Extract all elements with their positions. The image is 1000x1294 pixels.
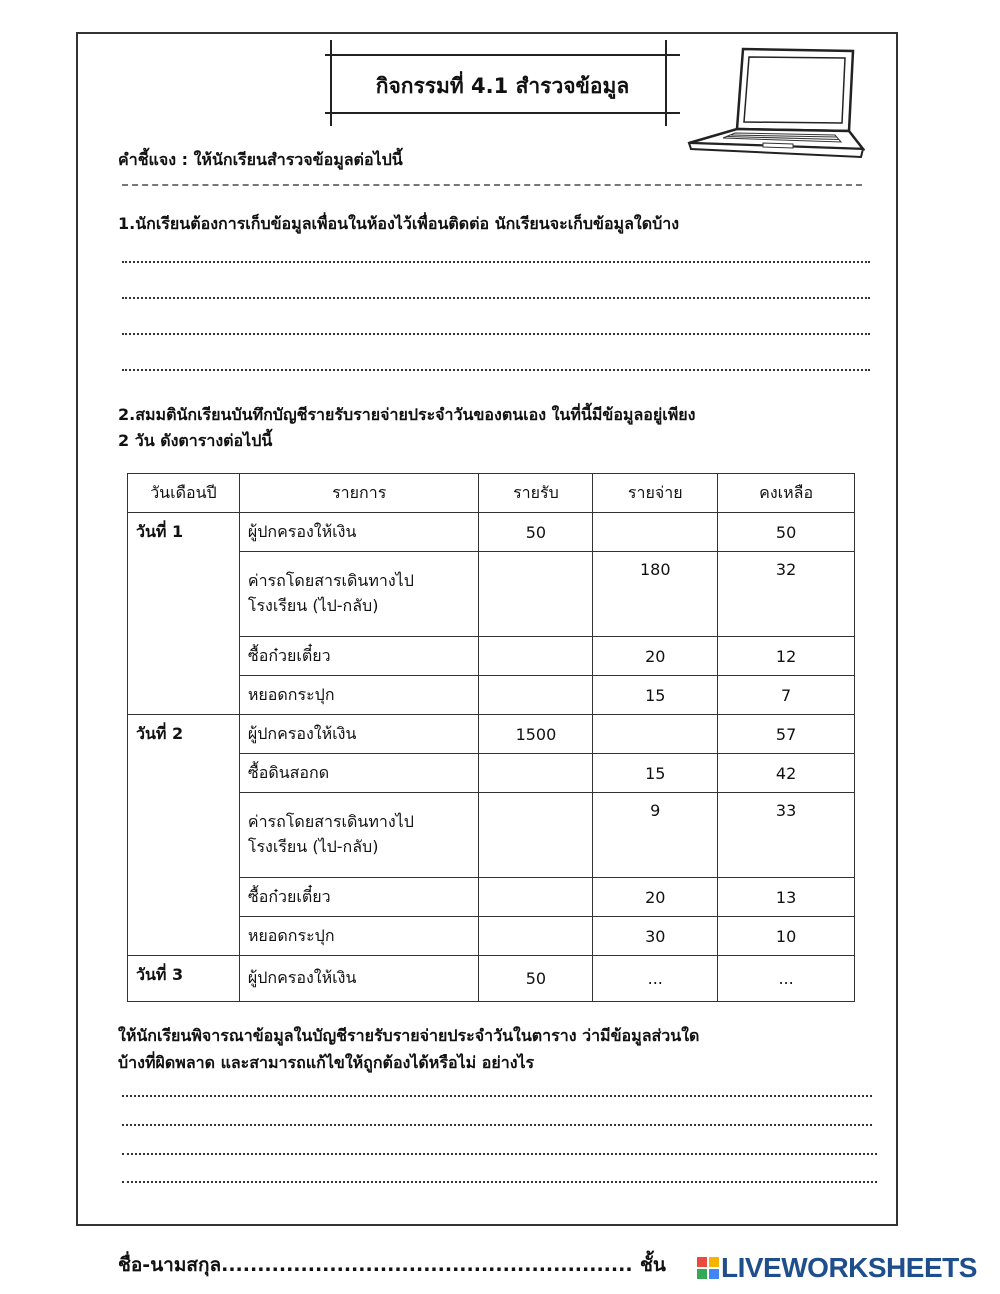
- expense-cell: 20: [593, 637, 718, 676]
- balance-cell: ...: [718, 956, 855, 1002]
- table-row: [128, 715, 855, 754]
- item-cell: ผู้ปกครองให้เงิน: [239, 513, 479, 552]
- question-3: ให้นักเรียนพิจารณาข้อมูลในบัญชีรายรับรายจ่ายประจำวันในตาราง ว่ามีข้อมูลส่วนใด บ้างที่ผิดพลาด และสามารถแก้ไขให้ถูกต้องได้หรือไม่ อย่างไร: [118, 1026, 700, 1072]
- income-cell: 50: [479, 513, 593, 552]
- item-cell: ซื้อก๋วยเตี๋ยว: [239, 878, 479, 917]
- item-cell: หยอดกระปุก: [239, 917, 479, 956]
- item-cell: หยอดกระปุก: [239, 676, 479, 715]
- income-cell: [479, 552, 593, 637]
- income-cell: [479, 676, 593, 715]
- income-cell: [479, 637, 593, 676]
- expense-cell: [593, 513, 718, 552]
- expense-cell: 15: [593, 754, 718, 793]
- header-income: รายรับ: [479, 474, 593, 513]
- answer-line-q3-1[interactable]: [122, 1095, 872, 1097]
- income-cell: [479, 793, 593, 878]
- day-label: วันที่ 3: [128, 956, 240, 1002]
- item-cell: ผู้ปกครองให้เงิน: [239, 715, 479, 754]
- income-cell: [479, 917, 593, 956]
- income-cell: 1500: [479, 715, 593, 754]
- liveworksheets-logo: LIVEWORKSHEETS: [697, 1252, 977, 1284]
- ledger-table: [127, 473, 855, 1002]
- header-balance: คงเหลือ: [718, 474, 855, 513]
- item-cell: ค่ารถโดยสารเดินทางไป โรงเรียน (ไป-กลับ): [239, 793, 479, 878]
- expense-cell: 180: [593, 552, 718, 637]
- expense-cell: [593, 715, 718, 754]
- balance-cell: 10: [718, 917, 855, 956]
- title-box: [325, 40, 680, 126]
- expense-cell: ...: [593, 956, 718, 1002]
- header-item: รายการ: [239, 474, 479, 513]
- item-cell: ผู้ปกครองให้เงิน: [239, 956, 479, 1002]
- instruction-text: คำชี้แจง : ให้นักเรียนสำรวจข้อมูลต่อไปนี้: [118, 150, 403, 169]
- expense-cell: 9: [593, 793, 718, 878]
- expense-cell: 20: [593, 878, 718, 917]
- header-expense: รายจ่าย: [593, 474, 718, 513]
- table-row: [128, 956, 855, 1002]
- balance-cell: 12: [718, 637, 855, 676]
- table-header-row: [128, 474, 855, 513]
- liveworksheets-logo-icon: [697, 1257, 719, 1279]
- expense-cell: 30: [593, 917, 718, 956]
- balance-cell: 57: [718, 715, 855, 754]
- student-name-field[interactable]: ชื่อ-นามสกุล.........................................................: [118, 1254, 633, 1276]
- balance-cell: 13: [718, 878, 855, 917]
- answer-line-q3-2[interactable]: [122, 1124, 872, 1126]
- answer-line-q3-3[interactable]: [122, 1153, 877, 1155]
- answer-line-q1-1[interactable]: [122, 261, 870, 263]
- balance-cell: 7: [718, 676, 855, 715]
- question-1: 1.นักเรียนต้องการเก็บข้อมูลเพื่อนในห้องไว้เพื่อนติดต่อ นักเรียนจะเก็บข้อมูลใดบ้าง: [118, 214, 680, 233]
- item-cell: ค่ารถโดยสารเดินทางไป โรงเรียน (ไป-กลับ): [239, 552, 479, 637]
- class-label: ชั้น: [640, 1254, 666, 1276]
- answer-line-q1-4[interactable]: [122, 369, 870, 371]
- item-cell: ซื้อก๋วยเตี๋ยว: [239, 637, 479, 676]
- answer-line-q1-3[interactable]: [122, 333, 870, 335]
- balance-cell: 50: [718, 513, 855, 552]
- page-title: กิจกรรมที่ 4.1 สำรวจข้อมูล: [375, 74, 630, 98]
- answer-line-q3-4[interactable]: [122, 1181, 877, 1183]
- income-cell: 50: [479, 956, 593, 1002]
- balance-cell: 32: [718, 552, 855, 637]
- question-2: 2.สมมตินักเรียนบันทึกบัญชีรายรับรายจ่ายประจำวันของตนเอง ในที่นี้มีข้อมูลอยู่เพียง 2 วัน ดังตารางต่อไปนี้: [118, 405, 696, 450]
- header-date: วันเดือนปี: [128, 474, 240, 513]
- day-label: วันที่ 1: [128, 513, 240, 715]
- income-cell: [479, 754, 593, 793]
- income-cell: [479, 878, 593, 917]
- item-cell: ซื้อดินสอกด: [239, 754, 479, 793]
- table-row: [128, 513, 855, 552]
- expense-cell: 15: [593, 676, 718, 715]
- answer-line-q1-2[interactable]: [122, 297, 870, 299]
- balance-cell: 42: [718, 754, 855, 793]
- balance-cell: 33: [718, 793, 855, 878]
- day-label: วันที่ 2: [128, 715, 240, 956]
- divider: [122, 184, 862, 186]
- laptop-icon: [685, 45, 865, 163]
